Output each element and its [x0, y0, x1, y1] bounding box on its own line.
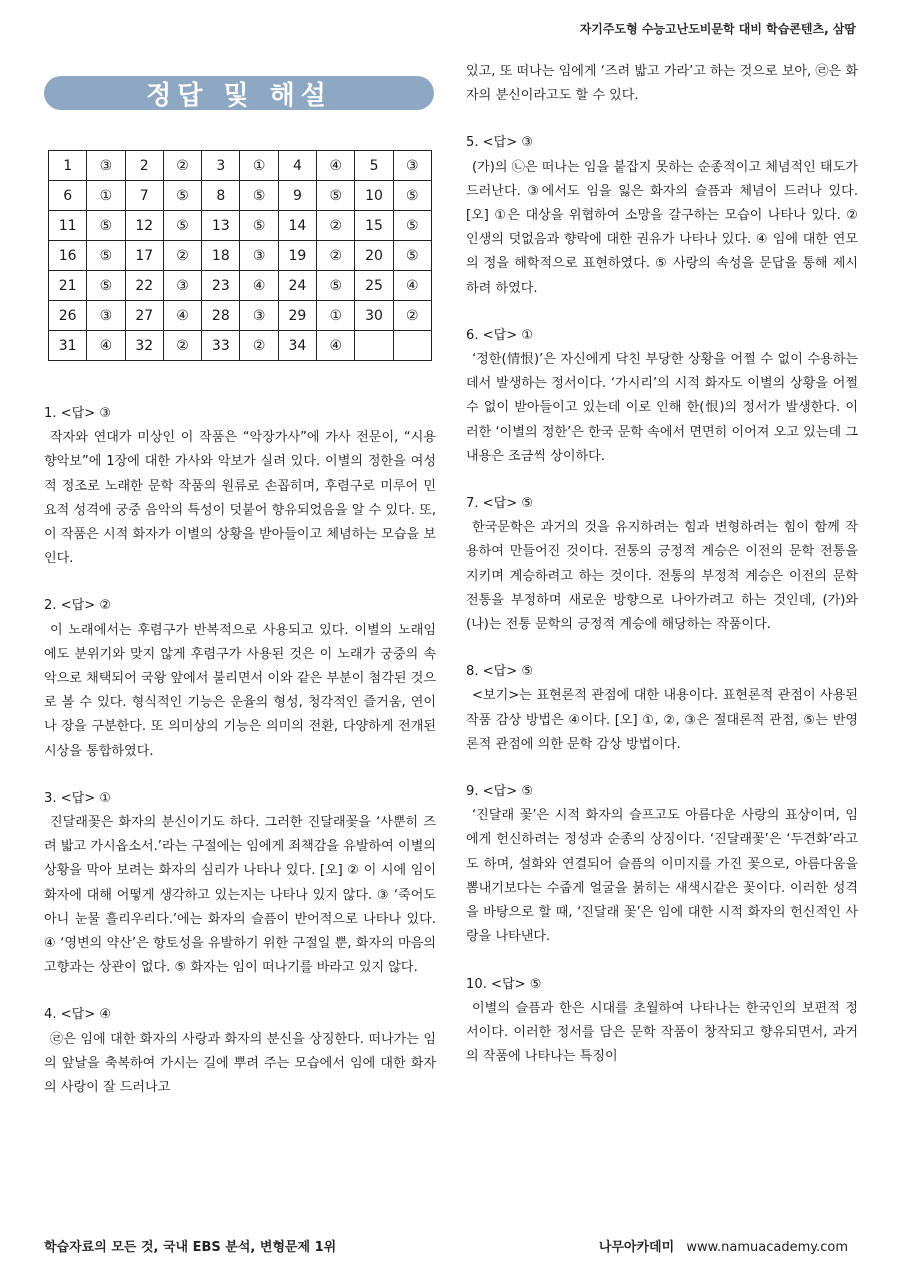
footer-url[interactable]: www.namuacademy.com: [686, 1240, 848, 1255]
answer-cell: ③: [87, 151, 125, 181]
explanation-text: (가)의 ㉡은 떠나는 임을 붙잡지 못하는 순종적이고 체념적인 태도가 드러난다. ③에서도 임을 잃은 화자의 슬픔과 체념이 드러나 있다. [오] ①은 대상을 위협하여 소망을 갈구하는 모습이 나타나 있다. ② 인생의 덧없음과 향락에 대한 권유가 나타나 있다. ④ 임에 대한 연모의 정을 해학적으로 표현하였다. ⑤ 사랑의 속성을 문답을 통해 제시하려 하였다.: [466, 159, 858, 296]
answer-cell: ②: [163, 151, 201, 181]
answer-cell: ③: [393, 151, 431, 181]
answer-cell: ⑤: [163, 211, 201, 241]
left-column: [44, 402, 436, 1123]
answer-cell: ②: [393, 301, 431, 331]
answer-cell: ⑤: [87, 211, 125, 241]
answer-cell: ②: [163, 241, 201, 271]
question-number-cell: 30: [355, 301, 393, 331]
question-number-cell: 10: [355, 181, 393, 211]
answer-cell: ③: [87, 301, 125, 331]
answer-cell: ⑤: [87, 271, 125, 301]
explanation-text: 작자와 연대가 미상인 이 작품은 “악장가사”에 가사 전문이, “시용향악보”에 1장에 대한 가사와 악보가 실려 있다. 이별의 정한을 여성적 정조로 노래한 문학 작품의 원류로 손꼽히며, 후렴구로 미루어 민요적 성격에 궁중 음악의 특성이 덧붙어 향유되었음을 알 수 있다. 또, 이 작품은 시적 화자가 이별의 상황을 받아들이고 체념하는 모습을 보인다.: [44, 430, 436, 567]
question-number-cell: 9: [278, 181, 316, 211]
explanation-item: [466, 131, 858, 300]
answer-row: [49, 151, 432, 181]
question-number-cell: 15: [355, 211, 393, 241]
explanation-item: [44, 787, 436, 981]
question-number-cell: 24: [278, 271, 316, 301]
answer-cell: ⑤: [240, 211, 278, 241]
explanation-item: [466, 492, 858, 637]
answer-cell: ⑤: [393, 241, 431, 271]
question-number-cell: 26: [49, 301, 87, 331]
answer-heading: 4. <답> ④: [44, 1007, 112, 1023]
explanation-text: <보기>는 표현론적 관점에 대한 내용이다. 표현론적 관점이 사용된 작품 감상 방법은 ④이다. [오] ①, ②, ③은 절대론적 관점, ⑤는 반영론적 관점에 의한 문학 감상 방법이다.: [466, 688, 858, 752]
question-number-cell: 25: [355, 271, 393, 301]
answer-heading: 9. <답> ⑤: [466, 784, 534, 800]
answer-row: [49, 181, 432, 211]
answer-cell: ④: [163, 301, 201, 331]
answer-heading: 2. <답> ②: [44, 598, 112, 614]
answer-cell: ②: [317, 211, 355, 241]
question-number-cell: 17: [125, 241, 163, 271]
explanation-item: [44, 1003, 436, 1100]
explanation-text: 있고, 또 떠나는 임에게 ‘즈려 밟고 가라’고 하는 것으로 보아, ㉣은 화자의 분신이라고도 할 수 있다.: [466, 64, 858, 104]
question-number-cell: 31: [49, 331, 87, 361]
answer-row: [49, 271, 432, 301]
answer-cell: ⑤: [317, 271, 355, 301]
answer-cell: ③: [163, 271, 201, 301]
answer-cell: ⑤: [317, 181, 355, 211]
question-number-cell: 8: [202, 181, 240, 211]
answer-cell: ②: [317, 241, 355, 271]
explanation-item: [466, 780, 858, 949]
answer-cell: ①: [87, 181, 125, 211]
right-column: [466, 60, 858, 1092]
answer-table: [48, 150, 432, 361]
explanation-text: 한국문학은 과거의 것을 유지하려는 힘과 변형하려는 힘이 함께 작용하여 만들어진 것이다. 전통의 긍정적 계승은 이전의 문학 전통을 지키며 계승하려고 하는 것이다. 전통의 부정적 계승은 이전의 문학 전통을 부정하며 새로운 방향으로 나아가려고 하는 것인데, (가)와 (나)는 전통 문학의 긍정적 계승에 해당하는 작품이다.: [466, 520, 858, 633]
question-number-cell: 23: [202, 271, 240, 301]
answer-cell: ③: [240, 241, 278, 271]
question-number-cell: 29: [278, 301, 316, 331]
answer-heading: 7. <답> ⑤: [466, 496, 534, 512]
header-subtitle: 자기주도형 수능고난도비문학 대비 학습콘텐츠, 삼땀: [579, 22, 856, 36]
question-number-cell: 19: [278, 241, 316, 271]
question-number-cell: 16: [49, 241, 87, 271]
question-number-cell: 14: [278, 211, 316, 241]
question-number-cell: 11: [49, 211, 87, 241]
answer-heading: 5. <답> ③: [466, 135, 534, 151]
question-number-cell: 2: [125, 151, 163, 181]
question-number-cell: 7: [125, 181, 163, 211]
question-number-cell: [355, 331, 393, 361]
answer-cell: ②: [240, 331, 278, 361]
explanation-text: ㉣은 임에 대한 화자의 사랑과 화자의 분신을 상징한다. 떠나가는 임의 앞날을 축복하여 가시는 길에 뿌려 주는 모습에서 임에 대한 화자의 사랑이 잘 드러나고: [44, 1031, 436, 1096]
question-number-cell: 5: [355, 151, 393, 181]
answer-cell: ①: [240, 151, 278, 181]
answer-heading: 1. <답> ③: [44, 406, 112, 421]
answer-cell: ⑤: [393, 181, 431, 211]
answer-cell: ⑤: [393, 211, 431, 241]
explanation-item: [44, 594, 436, 763]
question-number-cell: 6: [49, 181, 87, 211]
explanation-text: 이별의 슬픔과 한은 시대를 초월하여 나타나는 한국인의 보편적 정서이다. 이러한 정서를 담은 문학 작품이 창작되고 향유되면서, 과거의 작품에 나타나는 특징이: [466, 1000, 858, 1065]
answer-row: [49, 331, 432, 361]
answer-cell: ④: [317, 151, 355, 181]
answer-cell: ②: [163, 331, 201, 361]
question-number-cell: 27: [125, 301, 163, 331]
question-number-cell: 18: [202, 241, 240, 271]
answer-row: [49, 301, 432, 331]
answer-heading: 10. <답> ⑤: [466, 976, 542, 992]
answer-cell: ⑤: [163, 181, 201, 211]
question-number-cell: 12: [125, 211, 163, 241]
answer-cell: ⑤: [87, 241, 125, 271]
answer-row: [49, 211, 432, 241]
explanation-text: 진달래꽃은 화자의 분신이기도 하다. 그러한 진달래꽃을 ‘사뿐히 즈려 밟고 가시옵소서.’라는 구절에는 임에게 죄책감을 유발하여 이별의 상황을 막아 보려는 화자의 심리가 나타나 있다. [오] ② 이 시에 임이 화자에 대해 어떻게 생각하고 있는지는 나타나 있지 않다. ③ ‘죽어도 아니 눈물 흘리우리다.’에는 화자의 슬픔이 반어적으로 나타나 있다. ④ ‘영변의 약산’은 향토성을 유발하기 위한 구절일 뿐, 화자의 마음의 고향과는 상관이 없다. ⑤ 화자는 임이 떠나기를 바라고 있지 않다.: [44, 815, 436, 976]
question-number-cell: 28: [202, 301, 240, 331]
answer-cell: ④: [393, 271, 431, 301]
footer-brand-block: [599, 1236, 848, 1255]
answer-heading: 3. <답> ①: [44, 790, 112, 806]
question-number-cell: 21: [49, 271, 87, 301]
question-number-cell: 3: [202, 151, 240, 181]
explanation-item: [466, 324, 858, 469]
explanation-text: ‘진달래 꽃’은 시적 화자의 슬프고도 아름다운 사랑의 표상이며, 임에게 헌신하려는 정성과 순종의 상징이다. ‘진달래꽃’은 ‘두견화’라고도 하며, 설화와 연결되어 슬픔의 이미지를 가진 꽃으로, 아름다움을 뽐내기보다는 수줍게 얼굴을 붉히는 새색시같은 꽃이다. 이러한 성격을 바탕으로 할 때, ‘진달래 꽃’은 임에 대한 시적 화자의 헌신적인 사랑을 나타낸다.: [466, 808, 858, 945]
explanation-item: [466, 60, 858, 108]
explanation-text: ‘정한(情恨)’은 자신에게 닥친 부당한 상황을 어쩔 수 없이 수용하는 데서 발생하는 정서이다. ‘가시리’의 시적 화자도 이별의 상황을 어쩔 수 없이 받아들이고 있는데 이로 인해 한(恨)의 정서가 발생한다. 이러한 ‘이별의 정한’은 한국 문학 속에서 면면히 이어져 오고 있는데 그 내용은 조금씩 상이하다.: [466, 352, 858, 464]
answer-heading: 8. <답> ⑤: [466, 664, 534, 680]
question-number-cell: 22: [125, 271, 163, 301]
question-number-cell: 13: [202, 211, 240, 241]
answer-cell: ③: [240, 301, 278, 331]
explanation-item: [466, 973, 858, 1070]
answer-cell: ⑤: [240, 181, 278, 211]
page-title: 정답 및 해설: [146, 80, 332, 111]
answer-cell: ④: [87, 331, 125, 361]
answer-cell: ④: [317, 331, 355, 361]
explanation-text: 이 노래에서는 후렴구가 반복적으로 사용되고 있다. 이별의 노래임에도 분위기와 맞지 않게 후렴구가 사용된 것은 이 노래가 궁중의 속악으로 채택되어 국왕 앞에서 불리면서 이와 같은 부분이 첨각된 것으로 볼 수 있다. 형식적인 기능은 운율의 형성, 청각적인 즐거움, 연이나 장을 구분한다. 또 의미상의 기능은 의미의 전환, 다양하게 전개된 시상을 통합하였다.: [44, 622, 436, 759]
question-number-cell: 20: [355, 241, 393, 271]
question-number-cell: 33: [202, 331, 240, 361]
answer-row: [49, 241, 432, 271]
footer-brand: 나무아카데미: [598, 1240, 675, 1255]
explanation-item: [466, 660, 858, 757]
question-number-cell: 1: [49, 151, 87, 181]
question-number-cell: 4: [278, 151, 316, 181]
answer-cell: ④: [240, 271, 278, 301]
explanation-item: [44, 402, 436, 571]
answer-cell: ①: [317, 301, 355, 331]
title-banner: [44, 76, 434, 110]
answer-heading: 6. <답> ①: [466, 327, 534, 343]
question-number-cell: 34: [278, 331, 316, 361]
answer-cell: [393, 331, 431, 361]
footer-tagline: 학습자료의 모든 것, 국내 EBS 분석, 변형문제 1위: [44, 1240, 337, 1255]
question-number-cell: 32: [125, 331, 163, 361]
